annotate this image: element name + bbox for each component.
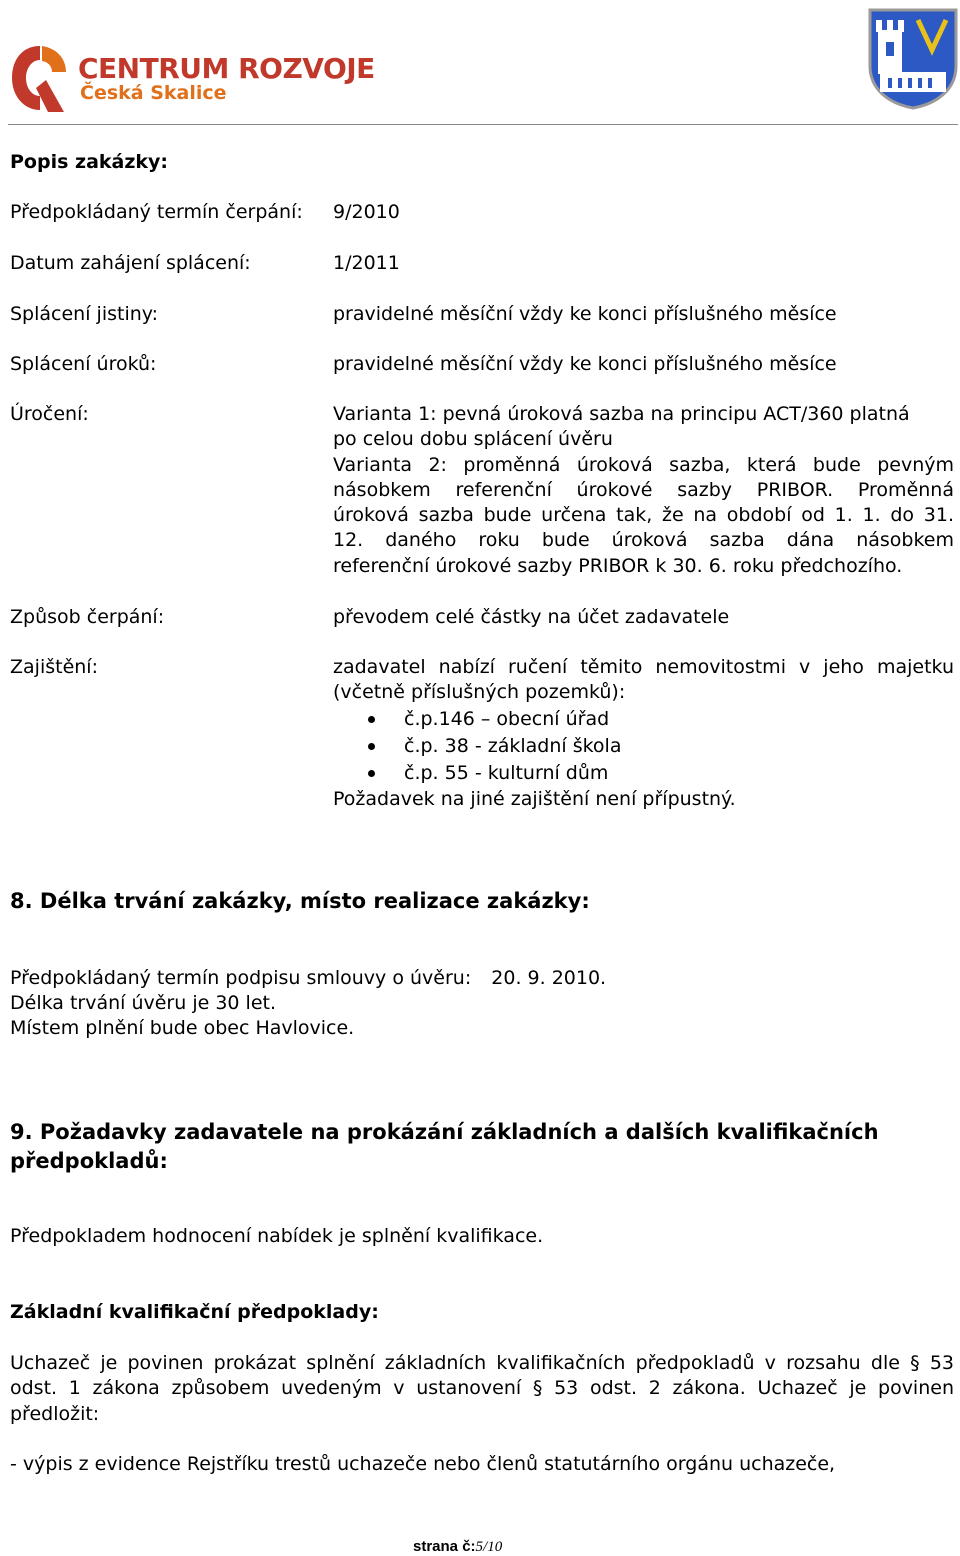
row-value-principal: pravidelné měsíční vždy ke konci příslušného měsíce [333,303,837,325]
signing-date-row [10,966,606,991]
basic-qualification-heading: Základní kvalifikační předpoklady: [10,1301,379,1323]
footer-label: strana č: [413,1538,476,1555]
page-footer [413,1538,502,1556]
section9-number: 9. [10,1120,33,1144]
row-label-principal: Splácení jistiny: [10,303,159,325]
security-note: Požadavek na jiné zajištění není přípustný. [333,788,736,810]
row-label-interest-repayment: Splácení úroků: [10,353,157,375]
security-intro-line: (včetně příslušných pozemků): [333,681,626,704]
place-of-performance: Místem plnění bude obec Havlovice. [10,1017,355,1039]
interest-line: Varianta 1: pevná úroková sazba na principu ACT/360 platná [333,403,910,425]
row-value-repayment-start: 1/2011 [333,252,400,274]
section9-title-continued: předpokladů: [10,1149,168,1173]
security-item: č.p.146 – obecní úřad [404,708,610,730]
basic-qualification-line: Uchazeč je povinen prokázat splnění základních kvalifikačních předpokladů v rozsahu dle § 53 [10,1352,954,1374]
section8-title: Délka trvání zakázky, místo realizace zakázky: [39,889,590,913]
requirement-list-item: - výpis z evidence Rejstříku trestů uchazeče nebo členů statutárního orgánu uchazeče, [10,1453,836,1475]
basic-qualification-line: odst. 1 zákona způsobem uvedeným v ustanovení § 53 odst. 2 zákona. Uchazeč je povinen [10,1377,954,1400]
row-value-drawdown: 9/2010 [333,201,400,223]
row-label-security: Zajištění: [10,656,98,678]
interest-description [333,402,954,579]
row-label-repayment-start: Datum zahájení splácení: [10,252,251,274]
list-item [368,733,928,760]
interest-line: násobkem referenční úrokové sazby PRIBOR. Proměnná [333,478,954,501]
section9-title: Požadavky zadavatele na prokázání základních a dalších kvalifikačních [39,1120,879,1144]
interest-line: Varianta 2: proměnná úroková sazba, která bude pevným [333,453,954,476]
bullet-icon [368,743,375,750]
basic-qualification-text [10,1351,954,1427]
page-number: 5/10 [475,1539,503,1555]
bullet-icon [368,770,375,777]
bullet-icon [368,716,375,723]
municipal-crest-icon [866,6,960,110]
loan-duration: Délka trvání úvěru je 30 let. [10,992,277,1014]
logo-title: CENTRUM ROZVOJE [78,52,375,85]
interest-line: po celou dobu splácení úvěru [333,428,613,451]
interest-line: referenční úrokové sazby PRIBOR k 30. 6. roku předchozího. [333,554,903,577]
security-item: č.p. 55 - kulturní dům [404,762,609,784]
basic-qualification-line: předložit: [10,1402,100,1425]
centrum-rozvoje-logo-mark-icon [8,40,72,116]
row-label-drawdown-method: Způsob čerpání: [10,606,165,628]
list-item [368,706,928,733]
section8-heading [10,887,590,915]
list-item [368,760,928,787]
logo-subtitle: Česká Skalice [80,82,227,104]
qualification-intro: Předpokladem hodnocení nabídek je splnění kvalifikace. [10,1225,544,1247]
row-value-interest-repayment: pravidelné měsíční vždy ke konci příslušného měsíce [333,353,837,375]
interest-line: úroková sazba bude určena tak, že na období od 1. 1. do 31. [333,504,954,527]
security-intro-line: zadavatel nabízí ručení těmito nemovitostmi v jeho majetku [333,656,954,678]
row-label-drawdown: Předpokládaný termín čerpání: [10,201,303,223]
security-intro [333,655,954,706]
signing-date-label: Předpokládaný termín podpisu smlouvy o úvěru: [10,967,472,989]
row-label-interest: Úročení: [10,403,89,425]
header-divider [8,124,958,125]
security-list [368,706,928,787]
section8-number: 8. [10,889,33,913]
interest-line: 12. daného roku bude úroková sazba dána násobkem [333,529,954,552]
section9-heading [10,1118,879,1146]
row-value-drawdown-method: převodem celé částky na účet zadavatele [333,606,730,628]
description-heading: Popis zakázky: [10,151,169,173]
security-item: č.p. 38 - základní škola [404,735,622,757]
signing-date-value: 20. 9. 2010. [491,967,607,989]
page-header [0,0,960,126]
